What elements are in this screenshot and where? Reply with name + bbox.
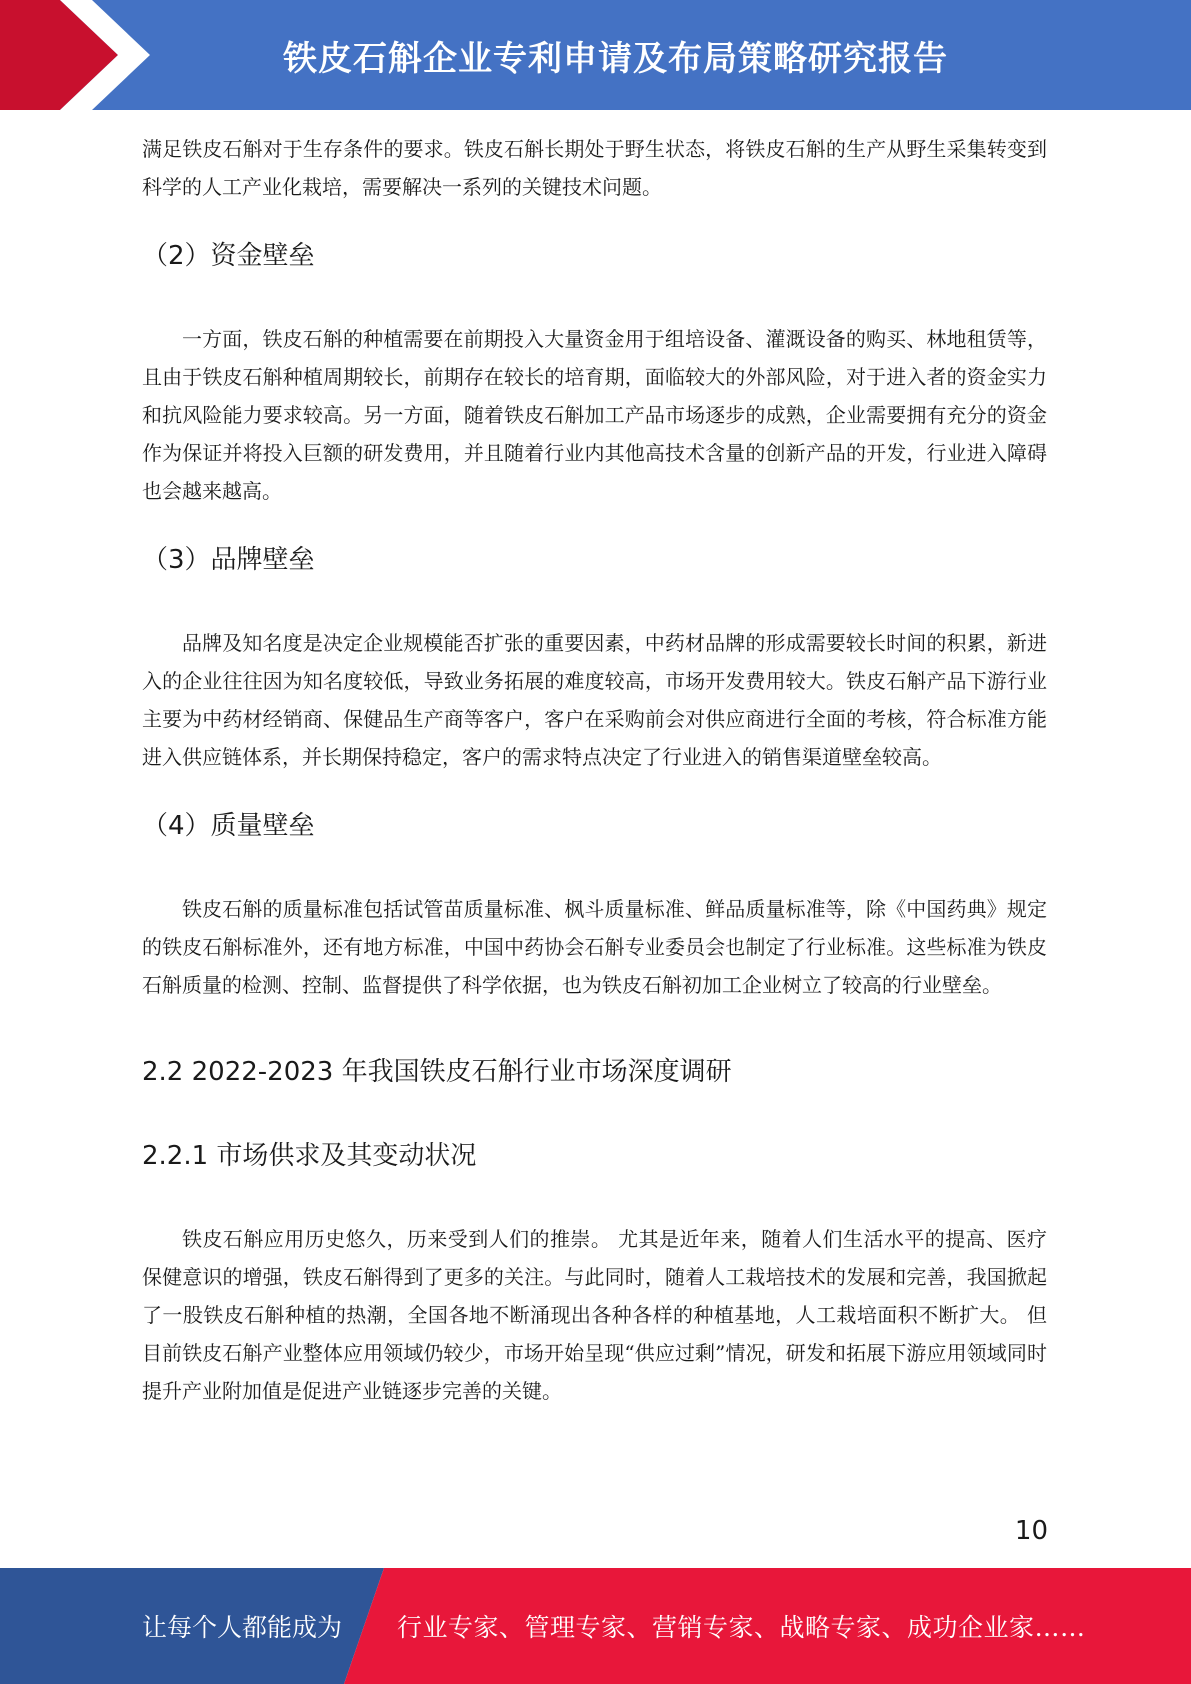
- paragraph-market-supply-demand: 铁皮石斛应用历史悠久，历来受到人们的推崇。 尤其是近年来，随着人们生活水平的提高、医疗保健意识的增强，铁皮石斛得到了更多的关注。与此同时，随着人工栽培技术的发展和完善，我国掀起了一股铁皮石斛种植的热潮，全国各地不断涌现出各种各样的种植基地，人工栽培面积不断扩大。 但目前铁皮石斛产业整体应用领域仍较少，市场开始呈现“供应过剩”情况，研发和拓展下游应用领域同时提升产业附加值是促进产业链逐步完善的关键。: [142, 1227, 1047, 1403]
- footer-slogan-left: 让每个人都能成为: [142, 1613, 343, 1642]
- report-header-banner: [0, 0, 1191, 110]
- section-heading-2-2-1: 2.2.1 市场供求及其变动状况: [142, 1141, 477, 1171]
- heading-brand-barrier: （3）品牌壁垒: [142, 545, 315, 575]
- footer-slogan-right: 行业专家、管理专家、营销专家、战略专家、成功企业家……: [397, 1613, 1086, 1642]
- heading-quality-barrier: （4）质量壁垒: [142, 811, 315, 841]
- paragraph-intro: 满足铁皮石斛对于生存条件的要求。铁皮石斛长期处于野生状态，将铁皮石斛的生产从野生采集转变到科学的人工产业化栽培，需要解决一系列的关键技术问题。: [142, 137, 1047, 199]
- heading-capital-barrier: （2）资金壁垒: [142, 241, 315, 271]
- page-body: [142, 130, 1047, 1410]
- paragraph-brand-barrier: 品牌及知名度是决定企业规模能否扩张的重要因素，中药材品牌的形成需要较长时间的积累，新进入的企业往往因为知名度较低，导致业务拓展的难度较高，市场开发费用较大。铁皮石斛产品下游行业主要为中药材经销商、保健品生产商等客户，客户在采购前会对供应商进行全面的考核，符合标准方能进入供应链体系，并长期保持稳定，客户的需求特点决定了行业进入的销售渠道壁垒较高。: [142, 631, 1047, 769]
- report-title: 铁皮石斛企业专利申请及布局策略研究报告: [283, 38, 948, 79]
- section-heading-2-2: 2.2 2022-2023 年我国铁皮石斛行业市场深度调研: [142, 1057, 732, 1087]
- paragraph-capital-barrier: 一方面，铁皮石斛的种植需要在前期投入大量资金用于组培设备、灌溉设备的购买、林地租赁等，且由于铁皮石斛种植周期较长，前期存在较长的培育期，面临较大的外部风险，对于进入者的资金实力和抗风险能力要求较高。另一方面，随着铁皮石斛加工产品市场逐步的成熟，企业需要拥有充分的资金作为保证并将投入巨额的研发费用，并且随着行业内其他高技术含量的创新产品的开发，行业进入障碍也会越来越高。: [142, 327, 1047, 503]
- page-number: 10: [1014, 1516, 1048, 1546]
- footer-banner: [0, 1568, 1191, 1684]
- paragraph-quality-barrier: 铁皮石斛的质量标准包括试管苗质量标准、枫斗质量标准、鲜品质量标准等，除《中国药典》规定的铁皮石斛标准外，还有地方标准，中国中药协会石斛专业委员会也制定了行业标准。这些标准为铁皮石斛质量的检测、控制、监督提供了科学依据，也为铁皮石斛初加工企业树立了较高的行业壁垒。: [142, 897, 1047, 997]
